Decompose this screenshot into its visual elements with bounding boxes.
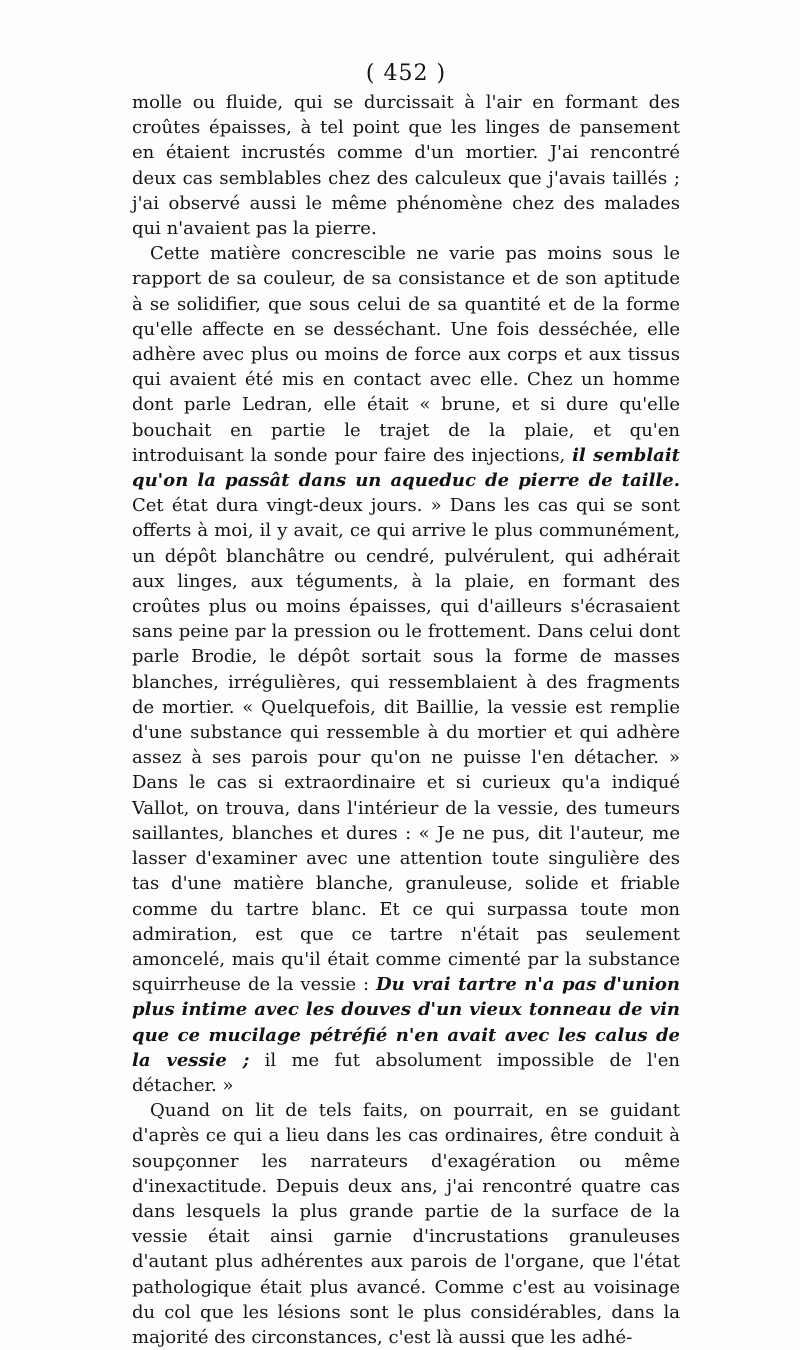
paragraph-1 (132, 90, 680, 241)
paragraph-text: Cette matière concrescible ne varie pas moins sous le rapport de sa couleur, de sa consistance et de son aptitude à se solidifier, que sous celui de sa quantité et de la forme qu'elle affecte en se desséchant. Une fois desséchée, elle adhère avec plus ou moins de force aux corps et aux tissus qui avaient été mis en contact avec elle. Chez un homme dont parle Ledran, elle était « brune, et si dure qu'elle bouchait en partie le trajet de la plaie, et qu'en introduisant la sonde pour faire des injections, (132, 243, 680, 466)
paragraph-text: il me fut absolument impossible de l'en détacher. » (132, 1049, 680, 1096)
paragraph-text: molle ou fluide, qui se durcissait à l'air en formant des croûtes épaisses, à tel point que les linges de pansement en étaient incrustés comme d'un mortier. J'ai rencontré deux cas semblables chez des calculeux que j'avais taillés ; j'ai observé aussi le même phénomène chez des malades qui n'avaient pas la pierre. (132, 92, 680, 240)
page-number: ( 452 ) (365, 61, 447, 86)
paragraph-3 (132, 1098, 680, 1350)
body-text (132, 90, 680, 1350)
paragraph-text: Cet état dura vingt-deux jours. » Dans les cas qui se sont offerts à moi, il y avait, ce qui arrive le plus communément, un dépôt blanchâtre ou cendré, pulvérulent, qui adhérait aux linges, aux téguments, à la plaie, en formant des croûtes plus ou moins épaisses, qui d'ailleurs s'écrasaient sans peine par la pression ou le frottement. Dans celui dont parle Brodie, le dépôt sortait sous la forme de masses blanches, irrégulières, qui ressemblaient à des fragments de mortier. « Quelquefois, dit Baillie, la vessie est remplie d'une substance qui ressemble à du mortier et qui adhère assez à ses parois pour qu'on ne puisse l'en détacher. » Dans le cas si extraordinaire et si curieux qu'a indiqué Vallot, on trouva, dans l'intérieur de la vessie, des tumeurs saillantes, blanches et dures : « Je ne pus, dit l'auteur, me lasser d'examiner avec une attention toute singulière des tas d'une matière blanche, granuleuse, solide et friable comme du tartre blanc. Et ce qui surpassa toute mon admiration, est que ce tartre n'était pas seulement amoncelé, mais qu'il était comme cimenté par la substance squirrheuse de la vessie : (132, 495, 680, 996)
paragraph-2 (132, 241, 680, 1098)
paragraph-text: Quand on lit de tels faits, on pourrait, en se guidant d'après ce qui a lieu dans les cas ordinaires, être conduit à soupçonner les narrateurs d'exagération ou même d'inexactitude. Depuis deux ans, j'ai rencontré quatre cas dans lesquels la plus grande partie de la surface de la vessie était ainsi garnie d'incrustations granuleuses d'autant plus adhérentes aux parois de l'organe, que l'état pathologique était plus avancé. Comme c'est au voisinage du col que les lésions sont le plus considérables, dans la majorité des circonstances, c'est là aussi que les adhé- (132, 1100, 680, 1348)
italic-quotation: Du vrai tartre n'a pas d'union plus intime avec les douves d'un vieux tonneau de vin que ce mucilage pétréfié n'en avait avec les calus de la vessie ; (132, 974, 680, 1071)
italic-quotation: il semblait qu'on la passât dans un aqueduc de pierre de taille. (132, 444, 680, 492)
